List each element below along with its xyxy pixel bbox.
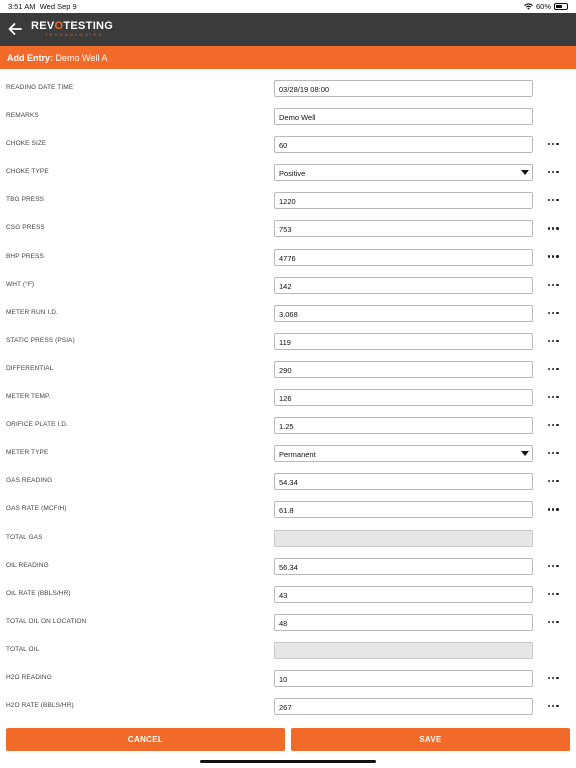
field-label: CHOKE SIZE (6, 140, 47, 148)
more-dot (552, 143, 554, 145)
more-dot (556, 284, 558, 286)
more-dot (556, 452, 558, 454)
more-options-icon[interactable] (548, 225, 560, 231)
more-dot (552, 621, 554, 623)
field-value: Permanent (279, 450, 316, 460)
more-dot (556, 565, 558, 567)
more-dot (552, 705, 554, 707)
more-options-icon[interactable] (548, 619, 560, 625)
field-value: 48 (279, 618, 288, 628)
field-value: 290 (279, 365, 292, 375)
field-label: METER TEMP. (6, 393, 51, 401)
battery-fill (556, 5, 562, 8)
form-row (0, 355, 576, 383)
input-field[interactable] (274, 501, 533, 518)
page-title: Add Entry: Demo Well A (7, 53, 108, 63)
field-value: 1.25 (279, 422, 294, 432)
home-indicator (200, 760, 376, 763)
field-value: 753 (279, 225, 292, 235)
form-row (0, 692, 576, 720)
field-value: 126 (279, 394, 292, 404)
field-value: 267 (279, 703, 292, 713)
more-dot (548, 565, 550, 567)
cancel-button[interactable]: CANCEL (6, 728, 285, 751)
save-button[interactable]: SAVE (291, 728, 570, 751)
form-row (0, 158, 576, 186)
form-row (0, 102, 576, 130)
select-field[interactable] (274, 445, 533, 462)
more-options-icon[interactable] (548, 450, 560, 456)
more-dot (552, 396, 554, 398)
field-label: OIL READING (6, 561, 49, 569)
more-dot (548, 284, 550, 286)
more-options-icon[interactable] (548, 169, 560, 175)
field-label: TOTAL GAS (6, 533, 43, 541)
more-dot (548, 396, 550, 398)
more-options-icon[interactable] (548, 563, 560, 569)
input-field[interactable] (274, 473, 533, 490)
more-dot (552, 340, 554, 342)
form-row (0, 608, 576, 636)
more-dot (548, 480, 550, 482)
more-dot (548, 508, 550, 510)
wifi-icon (524, 3, 533, 10)
more-dot (552, 284, 554, 286)
field-label: ORIFICE PLATE I.D. (6, 421, 68, 429)
form-row (0, 495, 576, 523)
more-dot (556, 171, 558, 173)
more-dot (556, 424, 558, 426)
more-options-icon[interactable] (548, 703, 560, 709)
more-dot (556, 593, 558, 595)
field-label: DIFFERENTIAL (6, 364, 54, 372)
input-field[interactable] (274, 670, 533, 687)
input-field[interactable] (274, 614, 533, 631)
field-label: TBG PRESS (6, 196, 45, 204)
more-dot (548, 705, 550, 707)
input-field[interactable] (274, 558, 533, 575)
input-field[interactable] (274, 108, 533, 125)
dropdown-caret-icon (521, 451, 529, 456)
status-right (524, 2, 568, 11)
more-dot (556, 255, 558, 257)
input-field[interactable] (274, 333, 533, 350)
more-dot (552, 312, 554, 314)
more-dot (556, 227, 558, 229)
more-dot (556, 677, 558, 679)
form-row (0, 327, 576, 355)
field-label: H2O RATE (BBLS/HR) (6, 702, 74, 710)
more-options-icon[interactable] (548, 338, 560, 344)
form-row (0, 467, 576, 495)
more-options-icon[interactable] (548, 366, 560, 372)
more-options-icon[interactable] (548, 422, 560, 428)
input-field (274, 642, 533, 659)
field-label: METER RUN I.D. (6, 308, 58, 316)
form-row (0, 411, 576, 439)
input-field[interactable] (274, 220, 533, 237)
dropdown-caret-icon (521, 170, 529, 175)
form-row (0, 636, 576, 664)
input-field[interactable] (274, 586, 533, 603)
input-field[interactable] (274, 136, 533, 153)
more-dot (556, 340, 558, 342)
logo-wordmark: REVOTESTING (31, 20, 114, 32)
more-dot (556, 199, 558, 201)
form-row (0, 580, 576, 608)
field-label: READING DATE TIME (6, 84, 74, 91)
more-dot (548, 677, 550, 679)
input-field[interactable] (274, 192, 533, 209)
field-value: 3.068 (279, 309, 298, 319)
more-options-icon[interactable] (548, 478, 560, 484)
field-value: 03/28/19 08:00 (279, 85, 330, 94)
form-row (0, 271, 576, 299)
field-value: 60 (279, 141, 288, 151)
more-dot (556, 621, 558, 623)
field-value: 4776 (279, 253, 296, 263)
input-field[interactable] (274, 389, 533, 406)
field-label: BHP PRESS (6, 252, 44, 260)
more-dot (556, 368, 558, 370)
more-dot (552, 452, 554, 454)
form-row (0, 299, 576, 327)
field-label: REMARKS (6, 112, 39, 120)
field-label: TOTAL OIL (6, 645, 40, 653)
more-dot (552, 480, 554, 482)
select-field[interactable] (274, 164, 533, 181)
more-dot (548, 424, 550, 426)
form-row (0, 74, 576, 102)
more-dot (548, 340, 550, 342)
field-value: 54.34 (279, 478, 298, 488)
more-dot (552, 424, 554, 426)
status-bar (0, 0, 576, 13)
back-arrow-icon[interactable] (6, 20, 24, 38)
form-row (0, 243, 576, 271)
field-value: 142 (279, 281, 292, 291)
form-row (0, 439, 576, 467)
input-field (274, 530, 533, 547)
field-label: GAS RATE (MCF/H) (6, 505, 67, 513)
entry-form (0, 74, 576, 720)
field-label: OIL RATE (BBLS/HR) (6, 589, 71, 597)
more-dot (552, 368, 554, 370)
form-row (0, 524, 576, 552)
input-field[interactable] (274, 80, 533, 97)
more-dot (556, 396, 558, 398)
field-value: 43 (279, 590, 288, 600)
more-dot (552, 593, 554, 595)
more-options-icon[interactable] (548, 197, 560, 203)
more-options-icon[interactable] (548, 394, 560, 400)
more-options-icon[interactable] (548, 591, 560, 597)
more-dot (548, 171, 550, 173)
more-dot (556, 508, 558, 510)
app-header (0, 13, 576, 46)
field-value: 1220 (279, 197, 296, 207)
field-value: 10 (279, 674, 288, 684)
form-row (0, 664, 576, 692)
field-value: 61.8 (279, 506, 294, 516)
app-logo (31, 21, 113, 38)
form-row (0, 552, 576, 580)
more-options-icon[interactable] (548, 506, 560, 512)
battery-icon (554, 3, 568, 10)
logo-tagline: TECHNOLOGIES (45, 32, 104, 37)
more-options-icon[interactable] (548, 282, 560, 288)
more-dot (552, 227, 554, 229)
more-dot (552, 255, 554, 257)
field-label: CSG PRESS (6, 224, 45, 232)
form-row (0, 130, 576, 158)
input-field[interactable] (274, 417, 533, 434)
input-field[interactable] (274, 698, 533, 715)
more-options-icon[interactable] (548, 254, 560, 260)
input-field[interactable] (274, 361, 533, 378)
field-label: STATIC PRESS (PSIA) (6, 336, 75, 344)
field-label: CHOKE TYPE (6, 168, 49, 176)
more-dot (548, 452, 550, 454)
more-dot (552, 508, 554, 510)
more-dot (548, 255, 550, 257)
field-label: H2O READING (6, 673, 52, 681)
field-value: Positive (279, 169, 306, 179)
field-value: 119 (279, 337, 291, 347)
form-row (0, 186, 576, 214)
page-title-bar (0, 46, 576, 69)
more-dot (548, 593, 550, 595)
more-dot (556, 312, 558, 314)
more-dot (548, 199, 550, 201)
more-options-icon[interactable] (548, 310, 560, 316)
form-row (0, 383, 576, 411)
field-label: METER TYPE (6, 449, 49, 457)
form-row (0, 214, 576, 242)
more-dot (552, 171, 554, 173)
more-options-icon[interactable] (548, 675, 560, 681)
more-dot (548, 312, 550, 314)
more-dot (548, 143, 550, 145)
input-field[interactable] (274, 249, 533, 266)
field-value: Demo Well (279, 113, 316, 123)
status-time: 3:51 AM Wed Sep 9 (8, 2, 77, 11)
more-dot (552, 677, 554, 679)
more-dot (552, 199, 554, 201)
more-dot (552, 565, 554, 567)
more-options-icon[interactable] (548, 141, 560, 147)
more-dot (548, 227, 550, 229)
input-field[interactable] (274, 305, 533, 322)
field-label: GAS READING (6, 477, 53, 485)
battery-percent: 60% (535, 2, 551, 11)
field-label: TOTAL OIL ON LOCATION (6, 617, 87, 625)
more-dot (548, 621, 550, 623)
more-dot (556, 705, 558, 707)
field-value: 56.34 (279, 562, 298, 572)
more-dot (548, 368, 550, 370)
more-dot (556, 480, 558, 482)
input-field[interactable] (274, 277, 533, 294)
more-dot (556, 143, 558, 145)
field-label: WHT (°F) (6, 280, 35, 288)
